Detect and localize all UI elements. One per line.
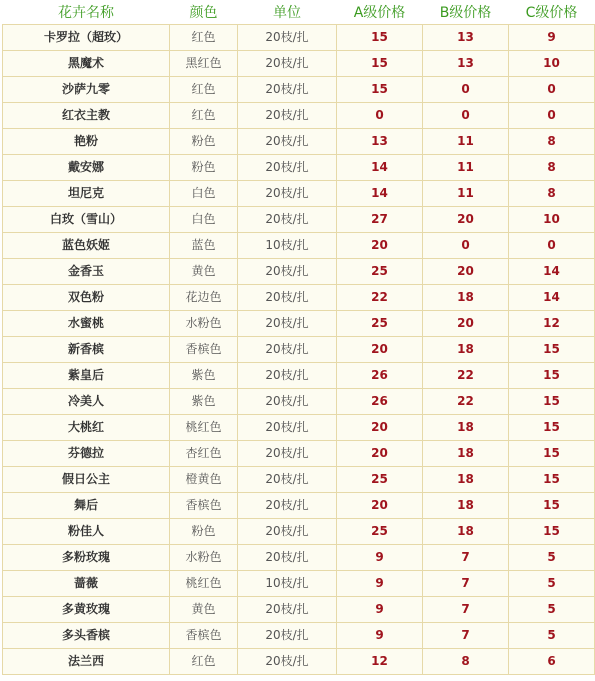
a-price-cell: 13 <box>337 128 423 154</box>
unit-cell: 10枝/扎 <box>238 232 337 258</box>
c-price-cell: 5 <box>509 570 595 596</box>
c-price-cell: 8 <box>509 128 595 154</box>
flower-color-cell: 水粉色 <box>170 544 238 570</box>
unit-cell: 20枝/扎 <box>238 648 337 674</box>
a-price-cell: 20 <box>337 232 423 258</box>
a-price-cell: 26 <box>337 388 423 414</box>
table-row <box>3 362 595 388</box>
flower-name-cell: 红衣主教 <box>3 102 170 128</box>
table-row <box>3 102 595 128</box>
b-price-cell: 13 <box>423 50 509 76</box>
a-price-cell: 9 <box>337 596 423 622</box>
a-price-cell: 0 <box>337 102 423 128</box>
c-price-cell: 0 <box>509 102 595 128</box>
flower-name-cell: 白玫（雪山） <box>3 206 170 232</box>
c-price-cell: 15 <box>509 336 595 362</box>
flower-name-cell: 假日公主 <box>3 466 170 492</box>
c-price-cell: 5 <box>509 544 595 570</box>
b-price-cell: 7 <box>423 544 509 570</box>
flower-name-cell: 水蜜桃 <box>3 310 170 336</box>
c-price-cell: 14 <box>509 284 595 310</box>
b-price-cell: 18 <box>423 414 509 440</box>
flower-name-cell: 粉佳人 <box>3 518 170 544</box>
c-price-cell: 10 <box>509 50 595 76</box>
table-row <box>3 596 595 622</box>
table-row <box>3 258 595 284</box>
a-price-cell: 9 <box>337 622 423 648</box>
table-row <box>3 622 595 648</box>
b-price-cell: 0 <box>423 102 509 128</box>
b-price-cell: 22 <box>423 388 509 414</box>
table-row <box>3 544 595 570</box>
flower-name-cell: 大桃红 <box>3 414 170 440</box>
flower-name-cell: 艳粉 <box>3 128 170 154</box>
unit-cell: 20枝/扎 <box>238 362 337 388</box>
a-price-cell: 14 <box>337 154 423 180</box>
unit-cell: 20枝/扎 <box>238 154 337 180</box>
b-price-cell: 8 <box>423 648 509 674</box>
flower-color-cell: 红色 <box>170 102 238 128</box>
c-price-cell: 15 <box>509 518 595 544</box>
table-row <box>3 128 595 154</box>
a-price-cell: 15 <box>337 24 423 50</box>
b-price-cell: 0 <box>423 232 509 258</box>
flower-name-cell: 沙萨九零 <box>3 76 170 102</box>
unit-cell: 20枝/扎 <box>238 310 337 336</box>
flower-color-cell: 白色 <box>170 180 238 206</box>
flower-name-cell: 蓝色妖姬 <box>3 232 170 258</box>
table-row <box>3 648 595 674</box>
unit-cell: 20枝/扎 <box>238 388 337 414</box>
table-row <box>3 310 595 336</box>
flower-name-cell: 冷美人 <box>3 388 170 414</box>
flower-color-cell: 红色 <box>170 648 238 674</box>
a-price-cell: 9 <box>337 544 423 570</box>
header-row <box>3 0 595 24</box>
table-row <box>3 154 595 180</box>
flower-color-cell: 粉色 <box>170 154 238 180</box>
b-price-cell: 18 <box>423 336 509 362</box>
c-price-cell: 10 <box>509 206 595 232</box>
table-row <box>3 180 595 206</box>
b-price-cell: 18 <box>423 466 509 492</box>
flower-color-cell: 红色 <box>170 24 238 50</box>
flower-name-cell: 多头香槟 <box>3 622 170 648</box>
unit-cell: 10枝/扎 <box>238 570 337 596</box>
a-price-cell: 20 <box>337 440 423 466</box>
header-b-price: B级价格 <box>423 0 509 24</box>
c-price-cell: 15 <box>509 440 595 466</box>
table-header <box>3 0 595 24</box>
flower-name-cell: 新香槟 <box>3 336 170 362</box>
b-price-cell: 18 <box>423 284 509 310</box>
unit-cell: 20枝/扎 <box>238 258 337 284</box>
c-price-cell: 8 <box>509 180 595 206</box>
c-price-cell: 15 <box>509 362 595 388</box>
flower-name-cell: 法兰西 <box>3 648 170 674</box>
b-price-cell: 18 <box>423 518 509 544</box>
flower-color-cell: 粉色 <box>170 518 238 544</box>
unit-cell: 20枝/扎 <box>238 596 337 622</box>
flower-name-cell: 舞后 <box>3 492 170 518</box>
table-row <box>3 414 595 440</box>
unit-cell: 20枝/扎 <box>238 518 337 544</box>
unit-cell: 20枝/扎 <box>238 440 337 466</box>
c-price-cell: 8 <box>509 154 595 180</box>
b-price-cell: 7 <box>423 570 509 596</box>
flower-color-cell: 桃红色 <box>170 414 238 440</box>
table-row <box>3 50 595 76</box>
table-row <box>3 206 595 232</box>
a-price-cell: 12 <box>337 648 423 674</box>
unit-cell: 20枝/扎 <box>238 544 337 570</box>
table-body <box>3 24 595 674</box>
flower-color-cell: 黑红色 <box>170 50 238 76</box>
table-row <box>3 466 595 492</box>
flower-color-cell: 白色 <box>170 206 238 232</box>
b-price-cell: 20 <box>423 310 509 336</box>
flower-name-cell: 蔷薇 <box>3 570 170 596</box>
table-row <box>3 570 595 596</box>
flower-name-cell: 金香玉 <box>3 258 170 284</box>
b-price-cell: 7 <box>423 622 509 648</box>
b-price-cell: 18 <box>423 492 509 518</box>
b-price-cell: 13 <box>423 24 509 50</box>
table-row <box>3 76 595 102</box>
table-row <box>3 440 595 466</box>
c-price-cell: 9 <box>509 24 595 50</box>
b-price-cell: 0 <box>423 76 509 102</box>
c-price-cell: 15 <box>509 388 595 414</box>
flower-color-cell: 桃红色 <box>170 570 238 596</box>
header-c-price: C级价格 <box>509 0 595 24</box>
c-price-cell: 0 <box>509 232 595 258</box>
b-price-cell: 11 <box>423 180 509 206</box>
flower-color-cell: 香槟色 <box>170 336 238 362</box>
c-price-cell: 12 <box>509 310 595 336</box>
a-price-cell: 15 <box>337 50 423 76</box>
a-price-cell: 26 <box>337 362 423 388</box>
header-unit: 单位 <box>238 0 337 24</box>
a-price-cell: 25 <box>337 518 423 544</box>
a-price-cell: 20 <box>337 414 423 440</box>
table-row <box>3 388 595 414</box>
table-row <box>3 492 595 518</box>
b-price-cell: 11 <box>423 154 509 180</box>
table-row <box>3 284 595 310</box>
c-price-cell: 15 <box>509 414 595 440</box>
flower-color-cell: 蓝色 <box>170 232 238 258</box>
flower-color-cell: 橙黄色 <box>170 466 238 492</box>
c-price-cell: 0 <box>509 76 595 102</box>
flower-color-cell: 香槟色 <box>170 492 238 518</box>
b-price-cell: 20 <box>423 258 509 284</box>
b-price-cell: 22 <box>423 362 509 388</box>
table-row <box>3 232 595 258</box>
table-row <box>3 336 595 362</box>
flower-name-cell: 卡罗拉（超玫） <box>3 24 170 50</box>
unit-cell: 20枝/扎 <box>238 206 337 232</box>
flower-color-cell: 黄色 <box>170 596 238 622</box>
a-price-cell: 22 <box>337 284 423 310</box>
b-price-cell: 7 <box>423 596 509 622</box>
unit-cell: 20枝/扎 <box>238 414 337 440</box>
flower-name-cell: 芬德拉 <box>3 440 170 466</box>
table-row <box>3 518 595 544</box>
unit-cell: 20枝/扎 <box>238 284 337 310</box>
flower-name-cell: 双色粉 <box>3 284 170 310</box>
unit-cell: 20枝/扎 <box>238 50 337 76</box>
b-price-cell: 18 <box>423 440 509 466</box>
b-price-cell: 20 <box>423 206 509 232</box>
flower-color-cell: 花边色 <box>170 284 238 310</box>
flower-color-cell: 紫色 <box>170 362 238 388</box>
flower-name-cell: 多粉玫瑰 <box>3 544 170 570</box>
a-price-cell: 14 <box>337 180 423 206</box>
header-flower-name: 花卉名称 <box>3 0 170 24</box>
unit-cell: 20枝/扎 <box>238 180 337 206</box>
flower-color-cell: 黄色 <box>170 258 238 284</box>
a-price-cell: 20 <box>337 336 423 362</box>
c-price-cell: 15 <box>509 492 595 518</box>
a-price-cell: 9 <box>337 570 423 596</box>
flower-color-cell: 紫色 <box>170 388 238 414</box>
unit-cell: 20枝/扎 <box>238 622 337 648</box>
flower-name-cell: 坦尼克 <box>3 180 170 206</box>
a-price-cell: 20 <box>337 492 423 518</box>
unit-cell: 20枝/扎 <box>238 102 337 128</box>
c-price-cell: 15 <box>509 466 595 492</box>
flower-color-cell: 杏红色 <box>170 440 238 466</box>
flower-color-cell: 香槟色 <box>170 622 238 648</box>
a-price-cell: 25 <box>337 310 423 336</box>
a-price-cell: 15 <box>337 76 423 102</box>
header-a-price: A级价格 <box>337 0 423 24</box>
unit-cell: 20枝/扎 <box>238 128 337 154</box>
header-color: 颜色 <box>170 0 238 24</box>
unit-cell: 20枝/扎 <box>238 466 337 492</box>
flower-color-cell: 水粉色 <box>170 310 238 336</box>
flower-price-table <box>2 0 595 675</box>
a-price-cell: 27 <box>337 206 423 232</box>
flower-name-cell: 戴安娜 <box>3 154 170 180</box>
c-price-cell: 5 <box>509 596 595 622</box>
unit-cell: 20枝/扎 <box>238 492 337 518</box>
a-price-cell: 25 <box>337 466 423 492</box>
a-price-cell: 25 <box>337 258 423 284</box>
b-price-cell: 11 <box>423 128 509 154</box>
unit-cell: 20枝/扎 <box>238 24 337 50</box>
c-price-cell: 14 <box>509 258 595 284</box>
flower-color-cell: 红色 <box>170 76 238 102</box>
table-row <box>3 24 595 50</box>
unit-cell: 20枝/扎 <box>238 76 337 102</box>
unit-cell: 20枝/扎 <box>238 336 337 362</box>
c-price-cell: 6 <box>509 648 595 674</box>
flower-name-cell: 黑魔术 <box>3 50 170 76</box>
c-price-cell: 5 <box>509 622 595 648</box>
flower-name-cell: 多黄玫瑰 <box>3 596 170 622</box>
flower-name-cell: 紫皇后 <box>3 362 170 388</box>
flower-color-cell: 粉色 <box>170 128 238 154</box>
